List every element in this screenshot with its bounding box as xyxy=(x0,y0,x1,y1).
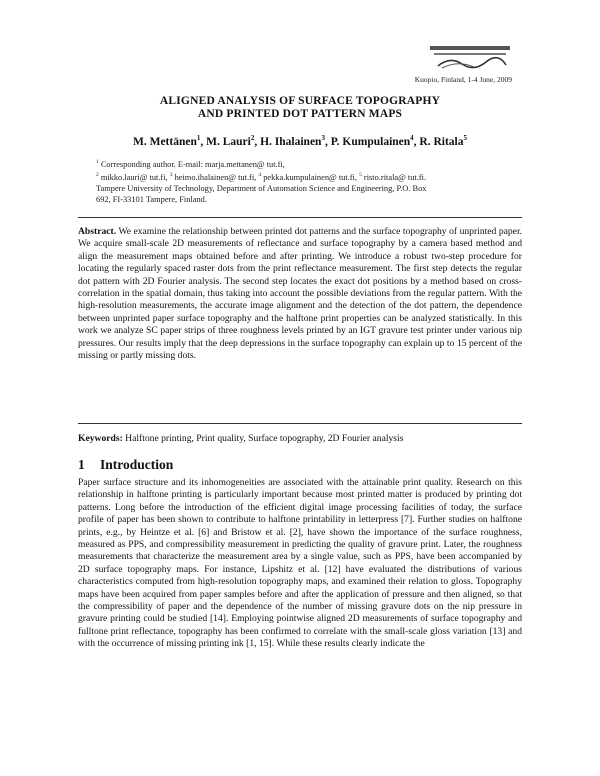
email-link[interactable]: risto.ritala@ tut.fi. xyxy=(363,172,427,182)
author-emails-line: $^2$ mikko.lauri@ tut.fi, $^3$ heimo.ihalainen@ tut.fi, $^4$ pekka.kumpulainen@ tut.fi, $^5$ risto.ritala@ tut.fi. xyxy=(96,171,427,182)
section-number: 1 xyxy=(78,457,85,472)
abstract-top-rule xyxy=(78,217,522,218)
conference-logo xyxy=(428,44,512,70)
author-name: M. Mettänen xyxy=(132,135,197,148)
paper-title-line-2: AND PRINTED DOT PATTERN MAPS xyxy=(197,108,403,120)
keywords-text: Halftone printing, Print quality, Surface topography, 2D Fourier analysis xyxy=(125,433,404,444)
author-sup: 4 xyxy=(410,134,414,142)
section-title: Introduction xyxy=(100,457,174,472)
author-name: P. Kumpulainen xyxy=(330,135,411,148)
paper-title xyxy=(60,95,540,121)
abstract-text: We examine the relationship between printed dot patterns and the surface topography of unprinted paper. We acquire small-scale 2D measurements of reflectance and surface topography by a camera based method and align the measurement maps obtained before and after printing. We introduce a robust two-step procedure for locating the regularly spaced raster dots from the print reflectance measurement. The first step detects the regular dot pattern with 2D Fourier analysis. The second step locates the exact dot positions by a method based on cross-correlation in the spatial domain, thus taking into account the possible deviations from the regular pattern. With the high-resolution measurements, the accurate image alignment and the detection of the dot pattern, the dependence between unprinted paper surface topography and the halftone print properties can be analyzed statistically. In this work we analyze SC paper strips of three roughness levels printed by an IGT gravure test printer under various nip pressures. Our results imply that the deep depressions in the surface topography can explain up to 15 percent of the missing or partly missing dots. xyxy=(78,226,523,362)
paper-title-line-1: ALIGNED ANALYSIS OF SURFACE TOPOGRAPHY xyxy=(159,95,441,107)
abstract-label: Abstract. xyxy=(78,226,117,237)
author-name: M. Lauri xyxy=(206,135,251,148)
abstract-bottom-rule xyxy=(78,423,522,424)
email-link[interactable]: mikko.lauri@ tut.fi, xyxy=(100,172,168,182)
email-link[interactable]: pekka.kumpulainen@ tut.fi, xyxy=(263,172,357,182)
author-list: M. Mettänen$^1$, M. Lauri$^2$, H. Ihalainen$^3$, P. Kumpulainen$^4$, R. Ritala$^5$ xyxy=(132,134,468,148)
author-sup: 3 xyxy=(321,134,325,142)
email-link[interactable]: heimo.ihalainen@ tut.fi, xyxy=(174,172,257,182)
author-name: H. Ihalainen xyxy=(260,135,322,148)
section-heading xyxy=(78,457,173,473)
corresponding-author-line: $^1$ Corresponding author. E-mail: marja.mettanen@ tut.fi, xyxy=(96,159,285,169)
abstract xyxy=(78,226,522,362)
keywords-label: Keywords: xyxy=(78,433,123,444)
author-sup: 1 xyxy=(196,134,201,142)
author-sup: 2 xyxy=(250,134,255,142)
introduction-paragraph: Paper surface structure and its inhomogeneities are associated with the attainable print quality. Research on this relationship in halftone printing is particularly important because most printed matter is produced by printing dot patterns. Long before the introduction of the efficient digital image processing facilities of today, the surface profile of paper has been shown to contribute to halftone printability in letterpress [7]. Further studies on halftone prints, e.g., by Heintze et al. [6] and Bristow et al. [2], have shown the importance of the surface roughness, measured as PPS, and compressibility measurement in predicting the quality of gravure print. Later, the roughness measurements that characterize the measurement area by a single value, such as PPS, have been accompanied by 2D surface topography maps. For instance, Lipshitz et al. [12] have evaluated the distributions of various characteristics computed from high-resolution topography maps, and examined their relation to gloss. Topography maps have been acquired from paper samples before and after the application of pressure and then aligned, so that the compressibility of paper and the dependence of the number of missing gravure dots on the nip pressure in gravure printing could be studied [14]. Employing pointwise aligned 2D measurements of surface topography and fulltone print reflectance, topography has been confirmed to correlate with the small-scale gloss variation [13] and with the occurrence of missing printing ink [1, 15]. While these results clearly indicate the xyxy=(78,477,522,650)
institution-line-2: 692, FI-33101 Tampere, Finland. xyxy=(96,194,207,204)
author-name: R. Ritala xyxy=(419,135,464,148)
author-sup: 5 xyxy=(463,134,468,142)
keywords xyxy=(78,433,522,445)
affiliations xyxy=(96,157,514,205)
venue-location-date: Kuopio, Finland, 1-4 June, 2009 xyxy=(414,75,512,84)
institution-line-1: Tampere University of Technology, Department of Automation Science and Engineering, P.O. Box xyxy=(96,183,427,193)
